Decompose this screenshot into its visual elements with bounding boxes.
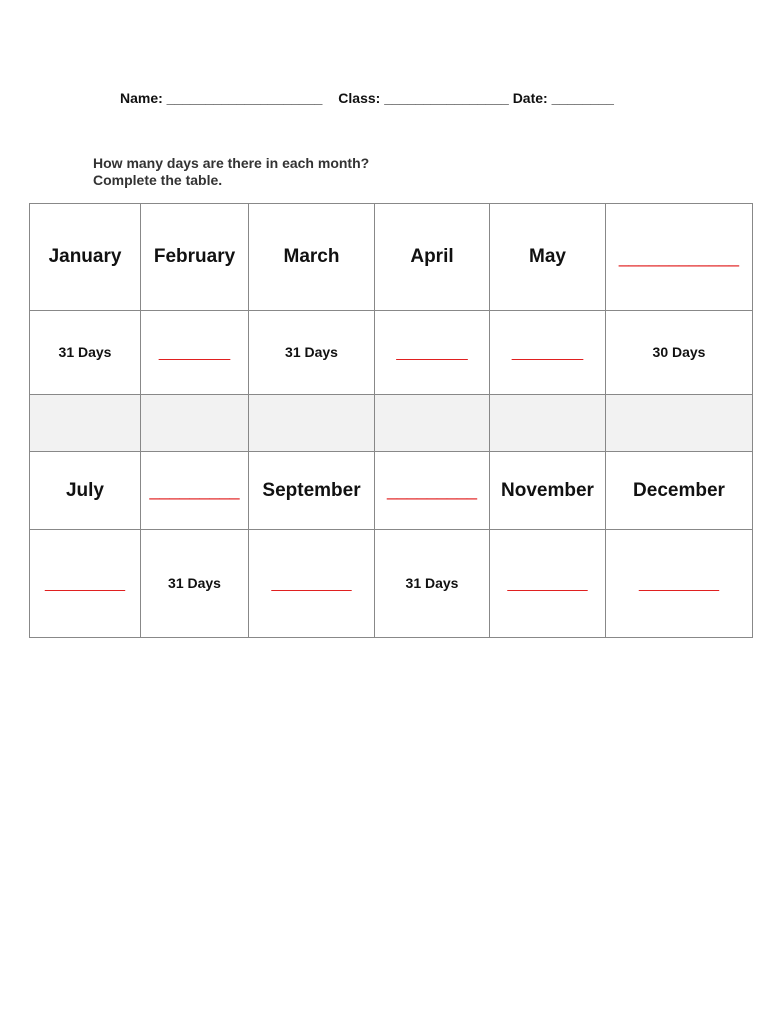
table-cell [249,452,375,530]
table-cell[interactable] [375,311,490,395]
table-row [30,311,753,395]
month-name: January [48,246,122,267]
table-cell [606,311,753,395]
month-name: December [633,479,725,501]
table-cell [375,204,490,311]
table-cell [30,204,141,311]
table-cell [249,311,375,395]
days-value: 31 Days [168,574,221,591]
table-cell[interactable] [249,530,375,638]
table-cell[interactable] [490,530,606,638]
month-name: February [153,246,236,267]
month-blank[interactable]: _________ [149,480,240,500]
table-cell [249,204,375,311]
days-value: 31 Days [285,343,338,360]
days-blank[interactable]: _________ [507,574,588,592]
table-row [30,452,753,530]
table-cell [141,395,249,452]
month-blank[interactable]: ____________ [618,246,740,267]
table-cell[interactable] [490,311,606,395]
table-cell [490,395,606,452]
table-cell[interactable] [141,452,249,530]
month-name: November [501,479,594,501]
month-blank[interactable]: _________ [386,480,478,500]
table-cell [606,395,753,452]
table-cell [30,311,141,395]
instruction-task: Complete the table. [93,172,223,188]
instructions [93,155,369,189]
table-cell [490,204,606,311]
date-field-label: Date: ________ [512,90,614,106]
table-row [30,395,753,452]
table-cell[interactable] [141,311,249,395]
table-cell [375,530,490,638]
days-blank[interactable]: _________ [44,574,126,592]
table-cell[interactable] [606,204,753,311]
days-value: 30 Days [652,343,706,360]
month-name: September [262,479,361,501]
months-table [29,203,753,638]
student-info-line [120,90,614,106]
name-field-label: Name: ____________________ [120,90,323,106]
days-value: 31 Days [405,574,459,591]
days-blank[interactable]: ________ [158,343,231,361]
table-cell [606,452,753,530]
table-cell[interactable] [30,530,141,638]
table-cell [141,204,249,311]
table-cell [490,452,606,530]
days-blank[interactable]: ________ [396,343,468,361]
table-cell [249,395,375,452]
table-cell [375,395,490,452]
table-cell[interactable] [606,530,753,638]
class-field-label: Class: ________________ [338,90,509,106]
days-blank[interactable]: _________ [638,574,720,592]
days-blank[interactable]: ________ [511,343,584,361]
month-name: April [410,246,454,267]
month-name: March [283,246,340,267]
table-cell[interactable] [375,452,490,530]
days-value: 31 Days [58,343,112,360]
table-cell [141,530,249,638]
table-row [30,530,753,638]
days-blank[interactable]: _________ [271,574,352,592]
table-row [30,204,753,311]
month-name: July [65,479,105,501]
month-name: May [529,246,566,267]
table-cell [30,395,141,452]
table-cell [30,452,141,530]
instruction-question: How many days are there in each month? [93,155,370,171]
